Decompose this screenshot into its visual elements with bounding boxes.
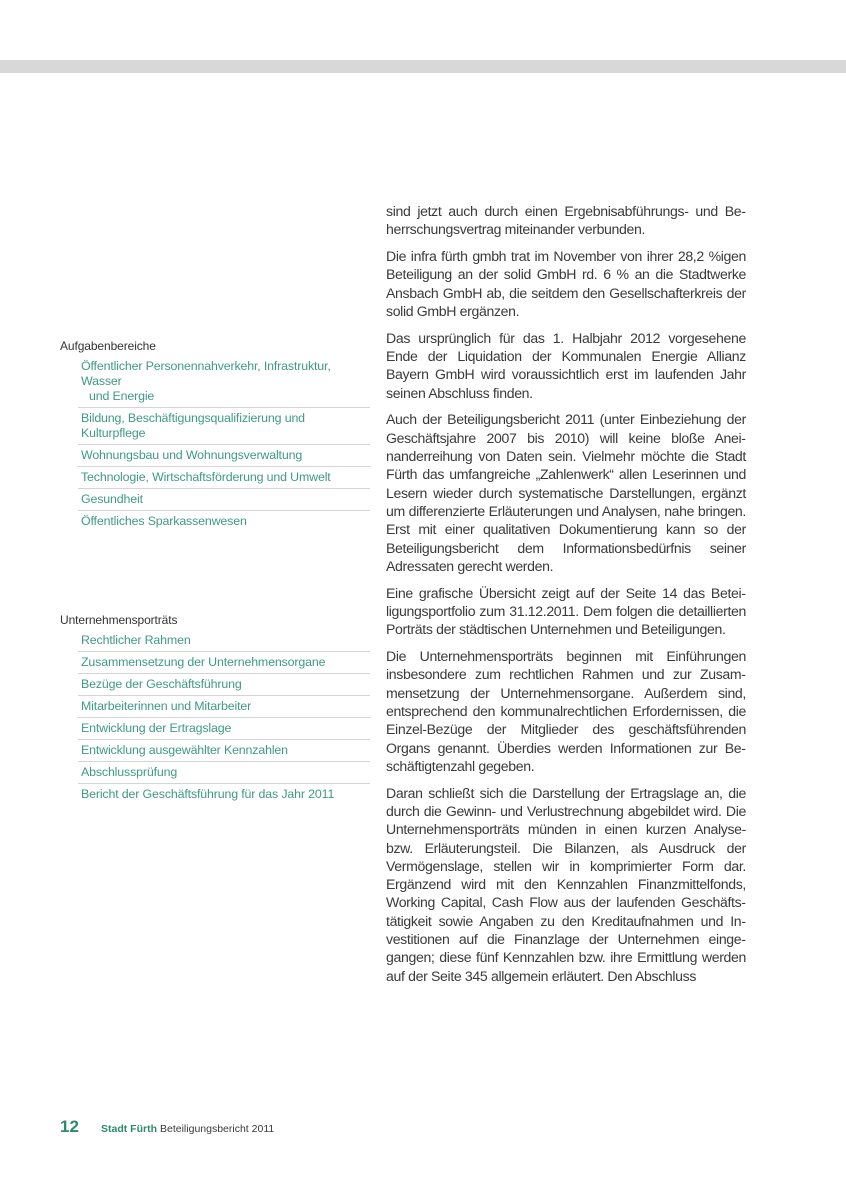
nav-item-bildung[interactable]: Bildung, Beschäftigungsqualifizierung und Kulturpflege (78, 407, 370, 444)
nav-item-rechtlicher-rahmen[interactable]: Rechtlicher Rahmen (81, 633, 191, 647)
paragraph: Die infra fürth gmbh trat im November von ihrer 28,2 %igen Beteiligung an der solid GmbH rd. 6 % an die Stadtwerke Ansbach GmbH ab, die seitdem den Gesellschafterkreis der solid GmbH ergänzen. (386, 248, 746, 319)
paragraph: sind jetzt auch durch einen Ergebnisabführungs- und Beherrschungsvertrag miteinander verbunden. (386, 203, 746, 238)
nav-item-ertragslage[interactable]: Entwicklung der Ertragslage (78, 717, 370, 739)
paragraph: Auch der Beteiligungsbericht 2011 (unter Einbeziehung der Geschäftsjahre 2007 bis 2010) will keine bloße Aneinanderreihung von Daten sein. Vielmehr möchte die Stadt Fürth das umfangreiche „Zahlenwerk“ allen Leserinnen und Lesern wieder durch systematische Darstellungen, ergänzt um differenzierte Erläuterungen und Analysen, nahe bringen. Erst mit einer qualitativen Dokumentierung kann so der Beteiligungsbericht dem Informationsbedürfnis seiner Adressaten gerecht werden. (386, 411, 746, 574)
nav-item-technologie[interactable]: Technologie, Wirtschaftsförderung und Umwelt (78, 466, 370, 488)
nav-item-gesundheit[interactable]: Gesundheit (78, 488, 370, 510)
nav-item-sparkassenwesen[interactable]: Öffentliches Sparkassenwesen (78, 510, 370, 532)
nav-item-kennzahlen[interactable]: Entwicklung ausgewählter Kennzahlen (78, 739, 370, 761)
footer-title: Beteiligungsbericht 2011 (160, 1123, 275, 1135)
nav-item-unternehmensorgane[interactable]: Zusammensetzung der Unternehmensorgane (78, 651, 370, 673)
page-footer (60, 1117, 274, 1137)
sidebar-section-aufgabenbereiche (60, 339, 370, 532)
paragraph: Das ursprünglich für das 1. Halbjahr 2012 vorgesehene Ende der Liquidation der Kommunalen Energie Allianz Bayern GmbH wird voraussichtlich erst im laufenden Jahr seinen Abschluss finden. (386, 329, 746, 401)
paragraph: Die Unternehmensporträts beginnen mit Einführungen insbesondere zum rechtlichen Rahmen und zur Zusammensetzung der Unternehmensorgane. Außerdem sind, entsprechend den kommunalrechtlichen Erfordernissen, die Einzel-Bezüge der Mitglieder des geschäftsführenden Organs genannt. Überdies werden Informationen zur Beschäftigtenzahl gegeben. (386, 648, 746, 774)
header-bar (0, 60, 846, 73)
nav-item-label-continuation: und Energie (89, 389, 155, 403)
nav-item-bericht-geschaeftsfuehrung[interactable]: Bericht der Geschäftsführung für das Jahr 2011 (78, 783, 370, 805)
sidebar-section-unternehmensportraets (60, 613, 370, 805)
nav-item-label: Öffentlicher Personennahverkehr, Infrastruktur, Wasser (81, 359, 331, 388)
nav-item-wohnungsbau[interactable]: Wohnungsbau und Wohnungsverwaltung (78, 444, 370, 466)
nav-item-bezuege[interactable]: Bezüge der Geschäftsführung (78, 673, 370, 695)
nav-list (78, 359, 370, 532)
paragraph: Eine grafische Übersicht zeigt auf der Seite 14 das Beteiligungsportfolio zum 31.12.2011. Dem folgen die detaillierten Porträts der städtischen Unternehmen und Beteiligungen. (386, 584, 746, 638)
section-heading: Aufgabenbereiche (60, 339, 156, 353)
nav-item-personennahverkehr[interactable] (78, 359, 370, 407)
nav-item-mitarbeiter[interactable]: Mitarbeiterinnen und Mitarbeiter (78, 695, 370, 717)
nav-item-abschlusspruefung[interactable]: Abschlussprüfung (78, 761, 370, 783)
main-text-column (386, 202, 746, 993)
page-number: 12 (60, 1117, 79, 1136)
nav-list (78, 633, 370, 805)
paragraph: Daran schließt sich die Darstellung der Ertragslage an, die durch die Gewinn- und Verlustrechnung abgebildet wird. Die Unternehmensporträts münden in einen kurzen Analyse- bzw. Erläuterungsteil. Die Bilanzen, als Ausdruck der Vermögenslage, stellen wir in komprimierter Form dar. Ergänzend wird mit den Kennzahlen Finanzmittelfonds, Working Capital, Cash Flow aus der laufenden Geschäftstätigkeit sowie Angaben zu den Kreditaufnahmen und Investitionen auf die Finanzlage der Unternehmen eingegangen; diese fünf Kennzahlen bzw. ihre Ermittlung werden auf der Seite 345 allgemein erläutert. Den Abschluss (386, 784, 746, 984)
section-heading: Unternehmensporträts (60, 613, 178, 627)
footer-brand: Stadt Fürth (101, 1123, 157, 1135)
